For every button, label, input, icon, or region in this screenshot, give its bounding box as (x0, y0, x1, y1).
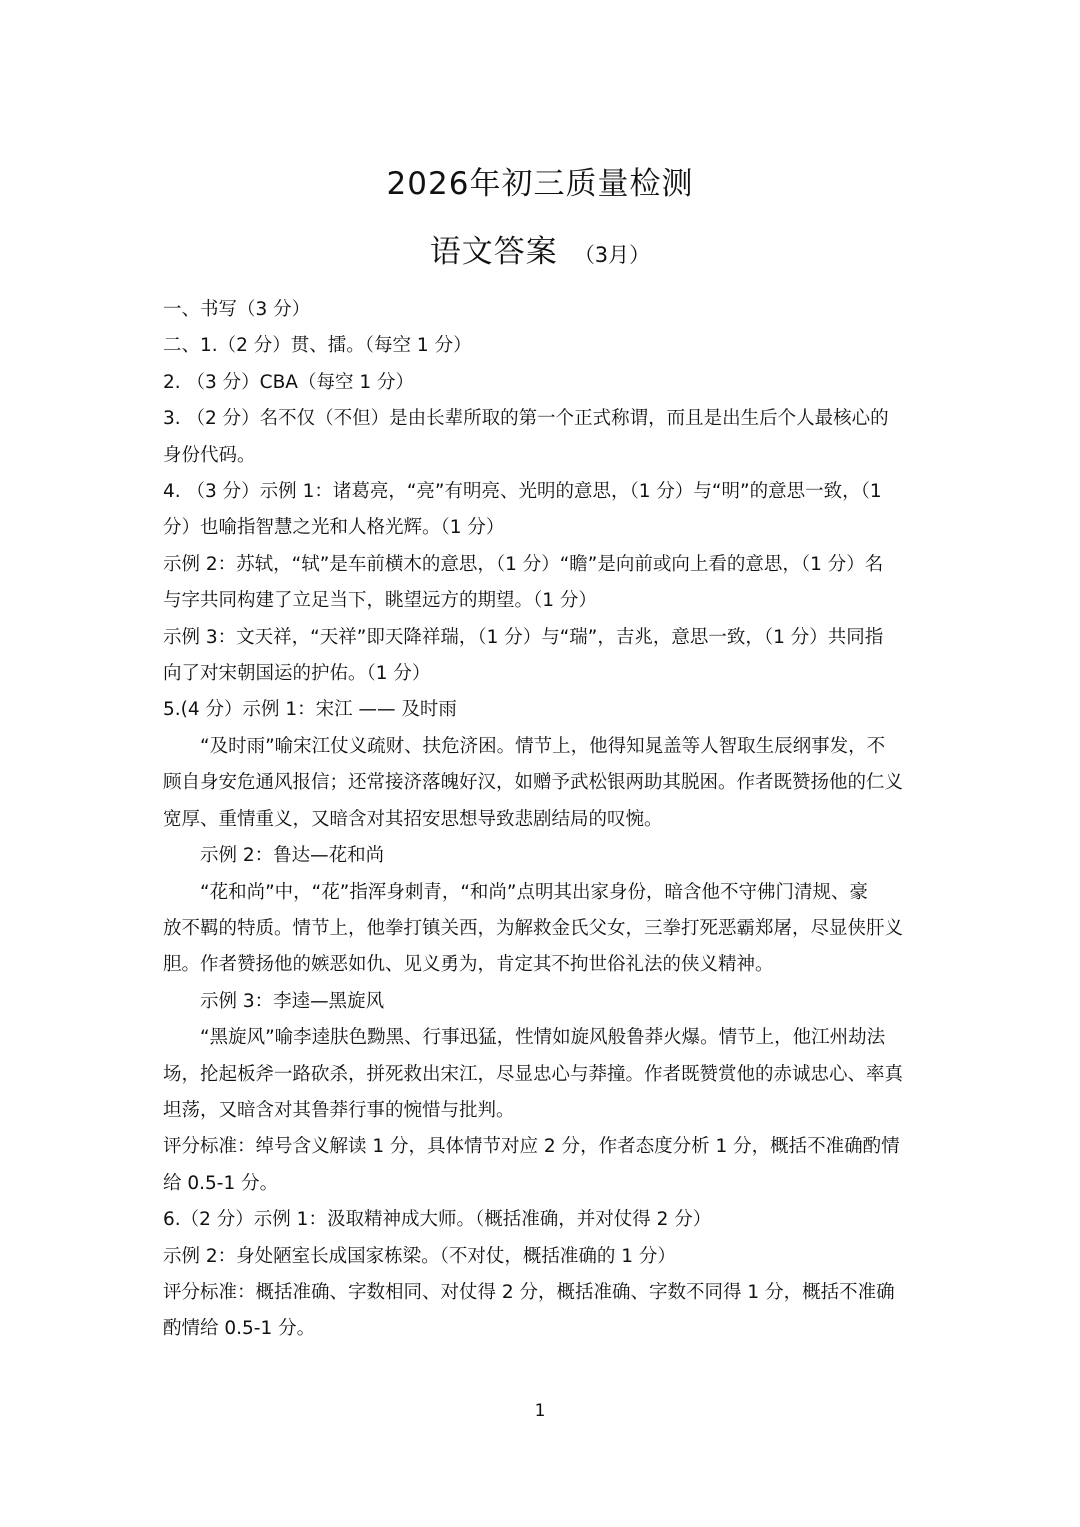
text-line: 示例 2：苏轼，“轼”是车前横木的意思，（1 分）“瞻”是向前或向上看的意思，（1 分）名 (163, 553, 884, 575)
text-line: 3. （2 分）名不仅（不但）是由长辈所取的第一个正式称谓，而且是出生后个人最核心的 (163, 408, 889, 430)
text-line: 放不羁的特质。情节上，他拳打镇关西，为解救金氏父女，三拳打死恶霸郑屠，尽显侠肝义 (163, 917, 904, 939)
text-line: 宽厚、重情重义，又暗含对其招安思想导致悲剧结局的叹惋。 (163, 808, 663, 830)
subtitle-text: 语文答案 (429, 234, 558, 270)
text-line: 酌情给 0.5-1 分。 (163, 1318, 316, 1340)
text-line: 5.(4 分）示例 1：宋江 —— 及时雨 (163, 699, 457, 721)
document-subtitle (0, 226, 1080, 271)
text-line: 示例 2：鲁达—花和尚 (200, 845, 385, 867)
text-line: 6.（2 分）示例 1：汲取精神成大师。（概括准确，并对仗得 2 分） (163, 1209, 712, 1231)
text-line: 2. （3 分）CBA（每空 1 分） (163, 371, 414, 393)
text-line: 向了对宋朝国运的护佑。（1 分） (163, 663, 431, 685)
text-line: 顾自身安危通风报信；还常接济落魄好汉，如赠予武松银两助其脱困。作者既赞扬他的仁义 (163, 772, 904, 794)
answer-body (163, 292, 919, 1348)
text-line: 一、书写（3 分） (163, 299, 311, 320)
text-line: 评分标准：概括准确、字数相同、对仗得 2 分，概括准确、字数不同得 1 分，概括不准确 (163, 1281, 895, 1303)
text-line: 分）也喻指智慧之光和人格光辉。（1 分） (163, 517, 505, 539)
text-line: 示例 3：文天祥，“天祥”即天降祥瑞，（1 分）与“瑞”，吉兆，意思一致，（1 分）共同指 (163, 626, 884, 648)
text-line: 与字共同构建了立足当下，眺望远方的期望。（1 分） (163, 590, 597, 612)
subtitle-month-note: （3月） (573, 243, 651, 267)
text-line: 4. （3 分）示例 1：诸葛亮，“亮”有明亮、光明的意思，（1 分）与“明”的意思一致，（1 (163, 481, 882, 503)
text-line: 场，抡起板斧一路砍杀，拼死救出宋江，尽显忠心与莽撞。作者既赞赏他的赤诚忠心、率真 (163, 1063, 904, 1085)
document-title: 2026年初三质量检测 (386, 166, 694, 202)
text-line: “花和尚”中，“花”指浑身刺青，“和尚”点明其出家身份，暗含他不守佛门清规、豪 (200, 881, 869, 903)
text-line: 示例 2：身处陋室长成国家栋梁。（不对仗，概括准确的 1 分） (163, 1245, 676, 1267)
page-number: 1 (534, 1401, 546, 1421)
text-line: “黑旋风”喻李逵肤色黝黑、行事迅猛，性情如旋风般鲁莽火爆。情节上，他江州劫法 (200, 1027, 886, 1049)
text-line: 胆。作者赞扬他的嫉恶如仇、见义勇为，肯定其不拘世俗礼法的侠义精神。 (163, 954, 774, 976)
text-line: 身份代码。 (163, 444, 256, 466)
text-line: 给 0.5-1 分。 (163, 1172, 279, 1194)
text-line: 示例 3：李逵—黑旋风 (200, 990, 385, 1012)
text-line: 坦荡，又暗含对其鲁莽行事的惋惜与批判。 (163, 1099, 515, 1121)
text-line: “及时雨”喻宋江仗义疏财、扶危济困。情节上，他得知晁盖等人智取生辰纲事发，不 (200, 735, 886, 757)
text-line: 评分标准：绰号含义解读 1 分，具体情节对应 2 分，作者态度分析 1 分，概括不准确酌情 (163, 1136, 900, 1158)
text-line: 二、1.（2 分）贯、擂。（每空 1 分） (163, 335, 472, 357)
